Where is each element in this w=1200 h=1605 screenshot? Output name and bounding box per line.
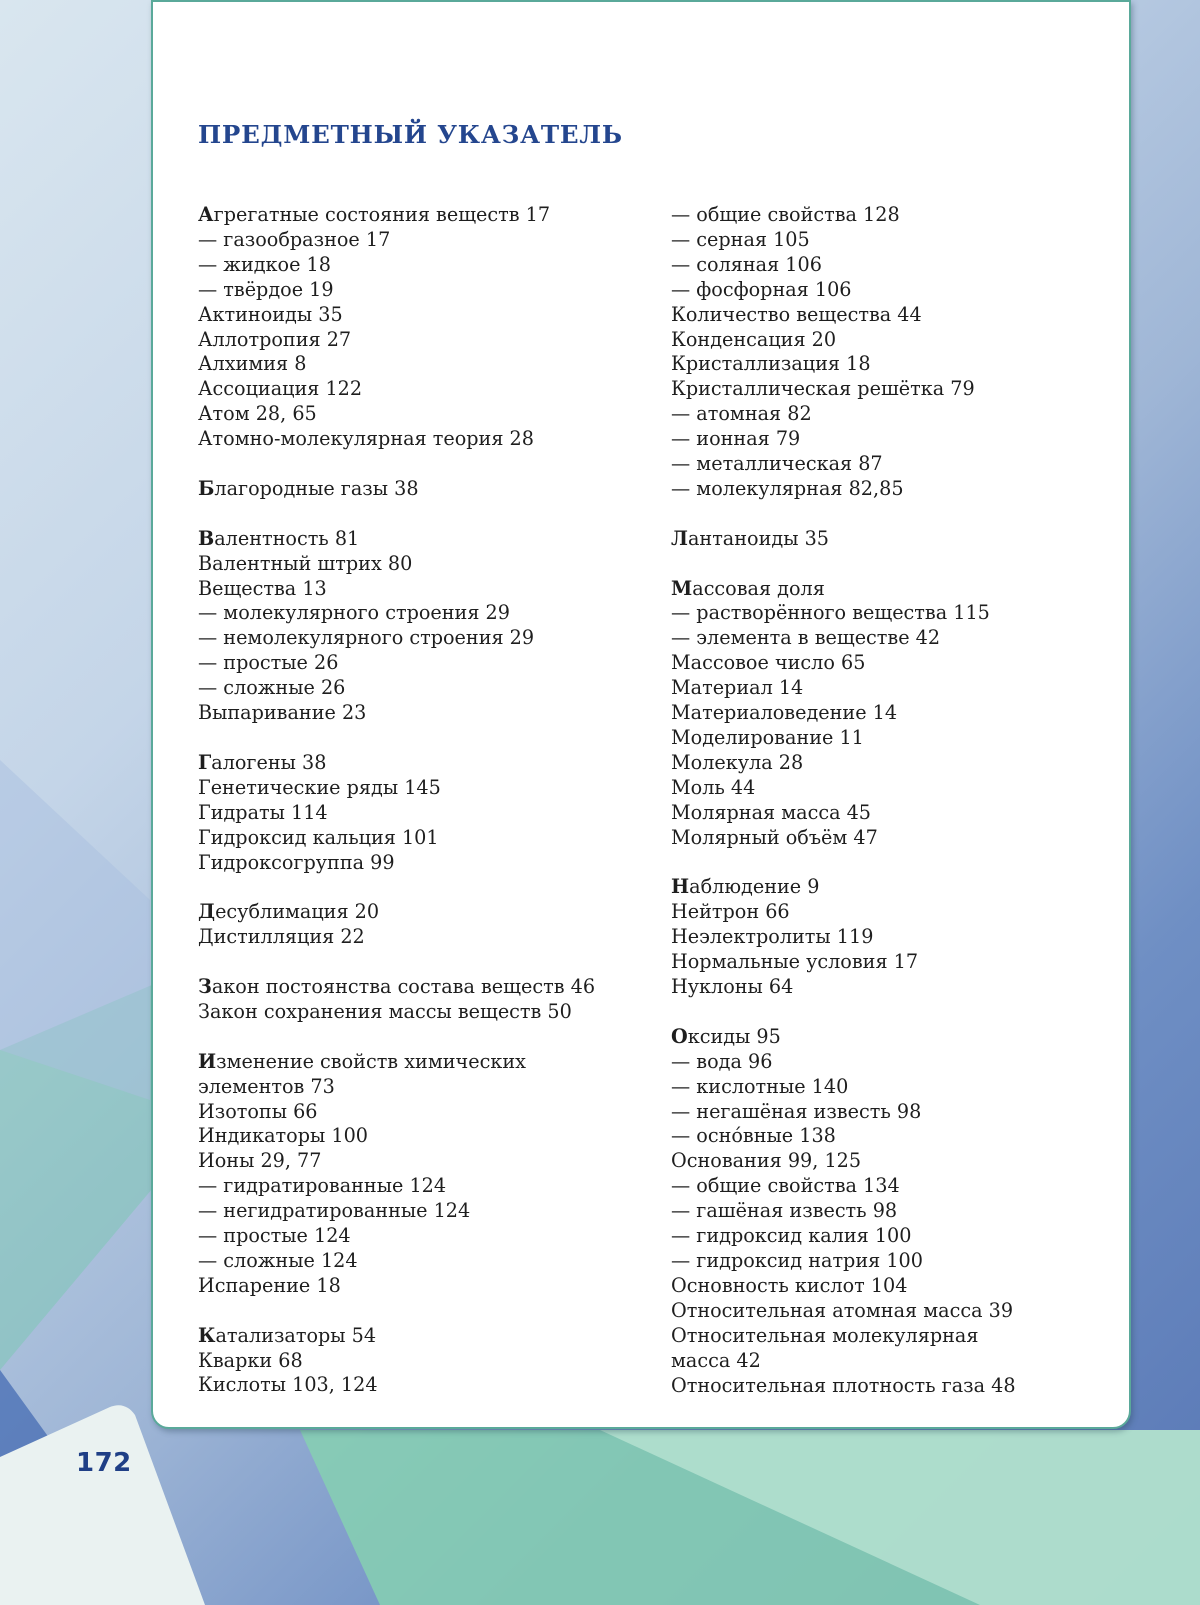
index-letter-initial: И <box>198 1049 217 1073</box>
index-entry <box>671 601 1111 626</box>
page-number-tab <box>0 1405 205 1605</box>
index-entry <box>198 975 638 1000</box>
index-entry-text: Нуклоны 64 <box>671 975 794 999</box>
index-gap <box>671 851 1111 876</box>
index-letter-initial: К <box>198 1323 216 1347</box>
index-entry <box>671 651 1111 676</box>
page-title: ПРЕДМЕТНЫЙ УКАЗАТЕЛЬ <box>198 120 623 149</box>
index-entry-text: — элемента в веществе 42 <box>671 626 941 650</box>
index-entry-text: — молекулярного строения 29 <box>198 601 510 625</box>
index-entry-text: Гидраты 114 <box>198 800 328 824</box>
index-entry-text: — металлическая 87 <box>671 452 883 476</box>
index-letter-initial: З <box>198 975 212 999</box>
index-entry-text: Кристаллизация 18 <box>671 352 871 376</box>
index-entry <box>198 1249 638 1274</box>
index-letter-initial: Д <box>198 900 216 924</box>
index-entry <box>671 826 1111 851</box>
index-entry-text: Относительная молекулярная <box>671 1323 979 1347</box>
index-entry <box>671 900 1111 925</box>
index-entry-text: — гидратированные 124 <box>198 1174 447 1198</box>
index-entry <box>671 1249 1111 1274</box>
index-entry <box>198 1000 638 1025</box>
index-entry-text: атализаторы 54 <box>215 1323 377 1347</box>
index-entry-text: Массовое число 65 <box>671 651 866 675</box>
index-entry <box>671 1374 1111 1399</box>
index-entry-text: Испарение 18 <box>198 1273 341 1297</box>
index-entry <box>671 1349 1111 1374</box>
index-entry-text: — кислотные 140 <box>671 1074 849 1098</box>
index-gap <box>671 502 1111 527</box>
index-entry <box>671 751 1111 776</box>
index-entry-text: — вода 96 <box>671 1049 773 1073</box>
index-entry-text: масса 42 <box>671 1348 761 1372</box>
index-entry <box>198 328 638 353</box>
index-entry-text: Актиноиды 35 <box>198 302 343 326</box>
index-entry-text: — негидратированные 124 <box>198 1199 471 1223</box>
index-entry <box>198 651 638 676</box>
index-entry-text: грегатные состояния веществ 17 <box>213 203 551 226</box>
index-entry-text: Молярная масса 45 <box>671 800 872 824</box>
index-entry-text: — молекулярная 82,85 <box>671 476 904 500</box>
index-entry-text: — атомная 82 <box>671 402 812 426</box>
index-entry-text: элементов 73 <box>198 1074 335 1098</box>
index-entry-text: Материаловедение 14 <box>671 701 898 725</box>
index-entry-text: Кварки 68 <box>198 1348 303 1372</box>
index-entry-text: — простые 26 <box>198 651 339 675</box>
index-entry <box>198 527 638 552</box>
index-entry <box>671 1199 1111 1224</box>
index-entry-text: Атом 28, 65 <box>198 402 317 426</box>
index-entry-text: — общие свойства 134 <box>671 1174 900 1198</box>
index-entry-text: — сложные 124 <box>198 1248 358 1272</box>
index-entry-text: Генетические ряды 145 <box>198 775 441 799</box>
index-entry <box>198 228 638 253</box>
index-entry-text: Аллотропия 27 <box>198 327 352 351</box>
index-entry-text: Основность кислот 104 <box>671 1273 908 1297</box>
index-entry-text: ксиды 95 <box>687 1024 781 1048</box>
index-entry-text: Конденсация 20 <box>671 327 837 351</box>
index-entry-text: антаноиды 35 <box>687 526 829 550</box>
index-gap <box>198 452 638 477</box>
index-entry <box>671 377 1111 402</box>
index-gap <box>198 1025 638 1050</box>
index-entry-text: Моделирование 11 <box>671 726 864 749</box>
index-entry <box>198 826 638 851</box>
index-letter-initial: А <box>198 203 214 226</box>
index-entry-text: аблюдение 9 <box>689 875 820 899</box>
index-entry-text: Гидроксогруппа 99 <box>198 850 395 874</box>
index-entry-text: — гидроксид калия 100 <box>671 1224 912 1248</box>
index-entry <box>671 676 1111 701</box>
index-letter-initial: В <box>198 526 215 550</box>
index-entry <box>671 1324 1111 1349</box>
index-entry <box>198 1324 638 1349</box>
index-entry <box>198 552 638 577</box>
index-entry <box>671 701 1111 726</box>
index-entry <box>198 900 638 925</box>
index-entry-text: — серная 105 <box>671 227 810 251</box>
index-entry <box>671 203 1111 228</box>
index-entry-text: Индикаторы 100 <box>198 1124 368 1148</box>
index-entry <box>671 950 1111 975</box>
index-entry <box>198 1224 638 1249</box>
index-gap <box>198 502 638 527</box>
index-entry <box>198 1199 638 1224</box>
index-entry <box>198 352 638 377</box>
index-sheet <box>151 0 1131 1429</box>
index-entry-text: Валентный штрих 80 <box>198 551 413 575</box>
index-entry <box>198 851 638 876</box>
index-entry <box>671 801 1111 826</box>
index-entry-text: Неэлектролиты 119 <box>671 925 874 949</box>
index-entry-text: лагородные газы 38 <box>214 476 419 500</box>
index-entry-text: Количество вещества 44 <box>671 302 922 326</box>
index-entry-text: Атомно-молекулярная теория 28 <box>198 427 534 451</box>
index-entry-text: Закон сохранения массы веществ 50 <box>198 999 572 1023</box>
index-letter-initial: М <box>671 576 693 600</box>
index-entry-text: Молекула 28 <box>671 750 804 774</box>
index-entry <box>198 402 638 427</box>
index-entry <box>671 925 1111 950</box>
index-entry <box>671 352 1111 377</box>
index-gap <box>671 1000 1111 1025</box>
index-entry <box>198 601 638 626</box>
index-entry <box>671 303 1111 328</box>
index-entry-text: алентность 81 <box>214 526 360 550</box>
index-entry-text: — гашёная известь 98 <box>671 1199 898 1223</box>
index-entry-text: Относительная атомная масса 39 <box>671 1298 1014 1322</box>
index-letter-initial: Г <box>198 750 212 774</box>
index-gap <box>198 726 638 751</box>
index-entry-text: Нейтрон 66 <box>671 900 790 924</box>
index-entry <box>198 1149 638 1174</box>
index-gap <box>671 552 1111 577</box>
index-entry <box>198 577 638 602</box>
index-entry-text: — соляная 106 <box>671 252 822 276</box>
index-entry <box>198 1075 638 1100</box>
index-entry-text: — жидкое 18 <box>198 252 331 276</box>
index-entry <box>671 1224 1111 1249</box>
index-entry-text: Изотопы 66 <box>198 1099 318 1123</box>
index-entry <box>671 626 1111 651</box>
index-entry-text: Материал 14 <box>671 676 804 700</box>
index-entry <box>198 1050 638 1075</box>
index-entry-text: Алхимия 8 <box>198 352 307 376</box>
index-entry <box>671 1274 1111 1299</box>
index-entry-text: Вещества 13 <box>198 576 327 600</box>
index-entry <box>671 477 1111 502</box>
index-entry <box>198 203 638 228</box>
index-entry-text: — ионная 79 <box>671 427 801 451</box>
index-entry <box>198 303 638 328</box>
index-entry <box>198 1373 638 1398</box>
index-letter-initial: Н <box>671 875 690 899</box>
index-entry-text: Кристаллическая решётка 79 <box>671 377 975 401</box>
index-entry-text: есублимация 20 <box>215 900 380 924</box>
index-entry <box>671 278 1111 303</box>
index-entry-text: — простые 124 <box>198 1224 351 1248</box>
index-entry-text: алогены 38 <box>211 750 327 774</box>
index-entry-text: зменение свойств химических <box>216 1049 526 1073</box>
index-entry-text: Моль 44 <box>671 775 756 799</box>
index-entry-text: Относительная плотность газа 48 <box>671 1373 1016 1397</box>
index-gap <box>198 1299 638 1324</box>
index-entry <box>671 427 1111 452</box>
index-entry <box>198 776 638 801</box>
index-entry <box>198 676 638 701</box>
index-entry <box>671 1299 1111 1324</box>
index-entry-text: Гидроксид кальция 101 <box>198 825 439 849</box>
index-entry <box>671 1075 1111 1100</box>
index-entry <box>671 975 1111 1000</box>
index-entry <box>671 1050 1111 1075</box>
index-entry-text: — немолекулярного строения 29 <box>198 626 535 650</box>
index-entry-text: — общие свойства 128 <box>671 203 900 226</box>
index-entry <box>671 1100 1111 1125</box>
index-entry <box>198 1274 638 1299</box>
index-entry-text: — твёрдое 19 <box>198 277 334 301</box>
index-letter-initial: Б <box>198 476 215 500</box>
index-entry-text: — растворённого вещества 115 <box>671 601 990 625</box>
index-entry-text: Кислоты 103, 124 <box>198 1373 378 1397</box>
index-gap <box>198 950 638 975</box>
index-entry <box>198 1349 638 1374</box>
index-entry <box>671 328 1111 353</box>
index-entry <box>198 801 638 826</box>
index-entry-text: — негашёная известь 98 <box>671 1099 922 1123</box>
index-entry <box>671 1025 1111 1050</box>
index-entry-text: Ассоциация 122 <box>198 377 363 401</box>
index-entry-text: Дистилляция 22 <box>198 925 365 949</box>
index-entry <box>198 253 638 278</box>
index-entry <box>671 577 1111 602</box>
index-gap <box>198 875 638 900</box>
index-entry-text: — фосфорная 106 <box>671 277 852 301</box>
index-entry <box>198 925 638 950</box>
index-entry-text: — осно́вные 138 <box>671 1124 836 1148</box>
index-entry-text: Ионы 29, 77 <box>198 1149 322 1173</box>
index-column-left <box>198 203 638 1398</box>
index-letter-initial: О <box>671 1024 688 1048</box>
index-entry <box>671 1174 1111 1199</box>
index-entry <box>671 402 1111 427</box>
index-entry <box>198 751 638 776</box>
index-entry <box>671 776 1111 801</box>
index-entry <box>671 452 1111 477</box>
index-entry <box>671 726 1111 751</box>
index-entry <box>198 1100 638 1125</box>
page-number: 172 <box>76 1448 132 1478</box>
index-entry-text: — гидроксид натрия 100 <box>671 1249 923 1272</box>
index-entry <box>198 427 638 452</box>
index-entry <box>671 228 1111 253</box>
index-entry <box>198 1174 638 1199</box>
index-letter-initial: Л <box>671 526 688 550</box>
index-entry-text: — сложные 26 <box>198 676 346 700</box>
index-entry-text: Нормальные условия 17 <box>671 950 919 974</box>
index-entry <box>671 875 1111 900</box>
index-entry-text: Молярный объём 47 <box>671 825 878 849</box>
index-entry <box>671 1124 1111 1149</box>
index-entry-text: Выпаривание 23 <box>198 701 367 725</box>
index-entry <box>671 253 1111 278</box>
index-entry-text: Основания 99, 125 <box>671 1149 862 1173</box>
index-entry <box>198 626 638 651</box>
index-entry <box>198 377 638 402</box>
index-entry <box>198 701 638 726</box>
index-entry-text: — газообразное 17 <box>198 227 391 251</box>
index-entry <box>198 278 638 303</box>
index-entry <box>671 527 1111 552</box>
index-entry <box>198 477 638 502</box>
index-entry-text: акон постоянства состава веществ 46 <box>211 975 596 999</box>
index-column-right <box>671 203 1111 1398</box>
index-entry <box>671 1149 1111 1174</box>
index-entry-text: ассовая доля <box>692 576 825 600</box>
index-entry <box>198 1124 638 1149</box>
